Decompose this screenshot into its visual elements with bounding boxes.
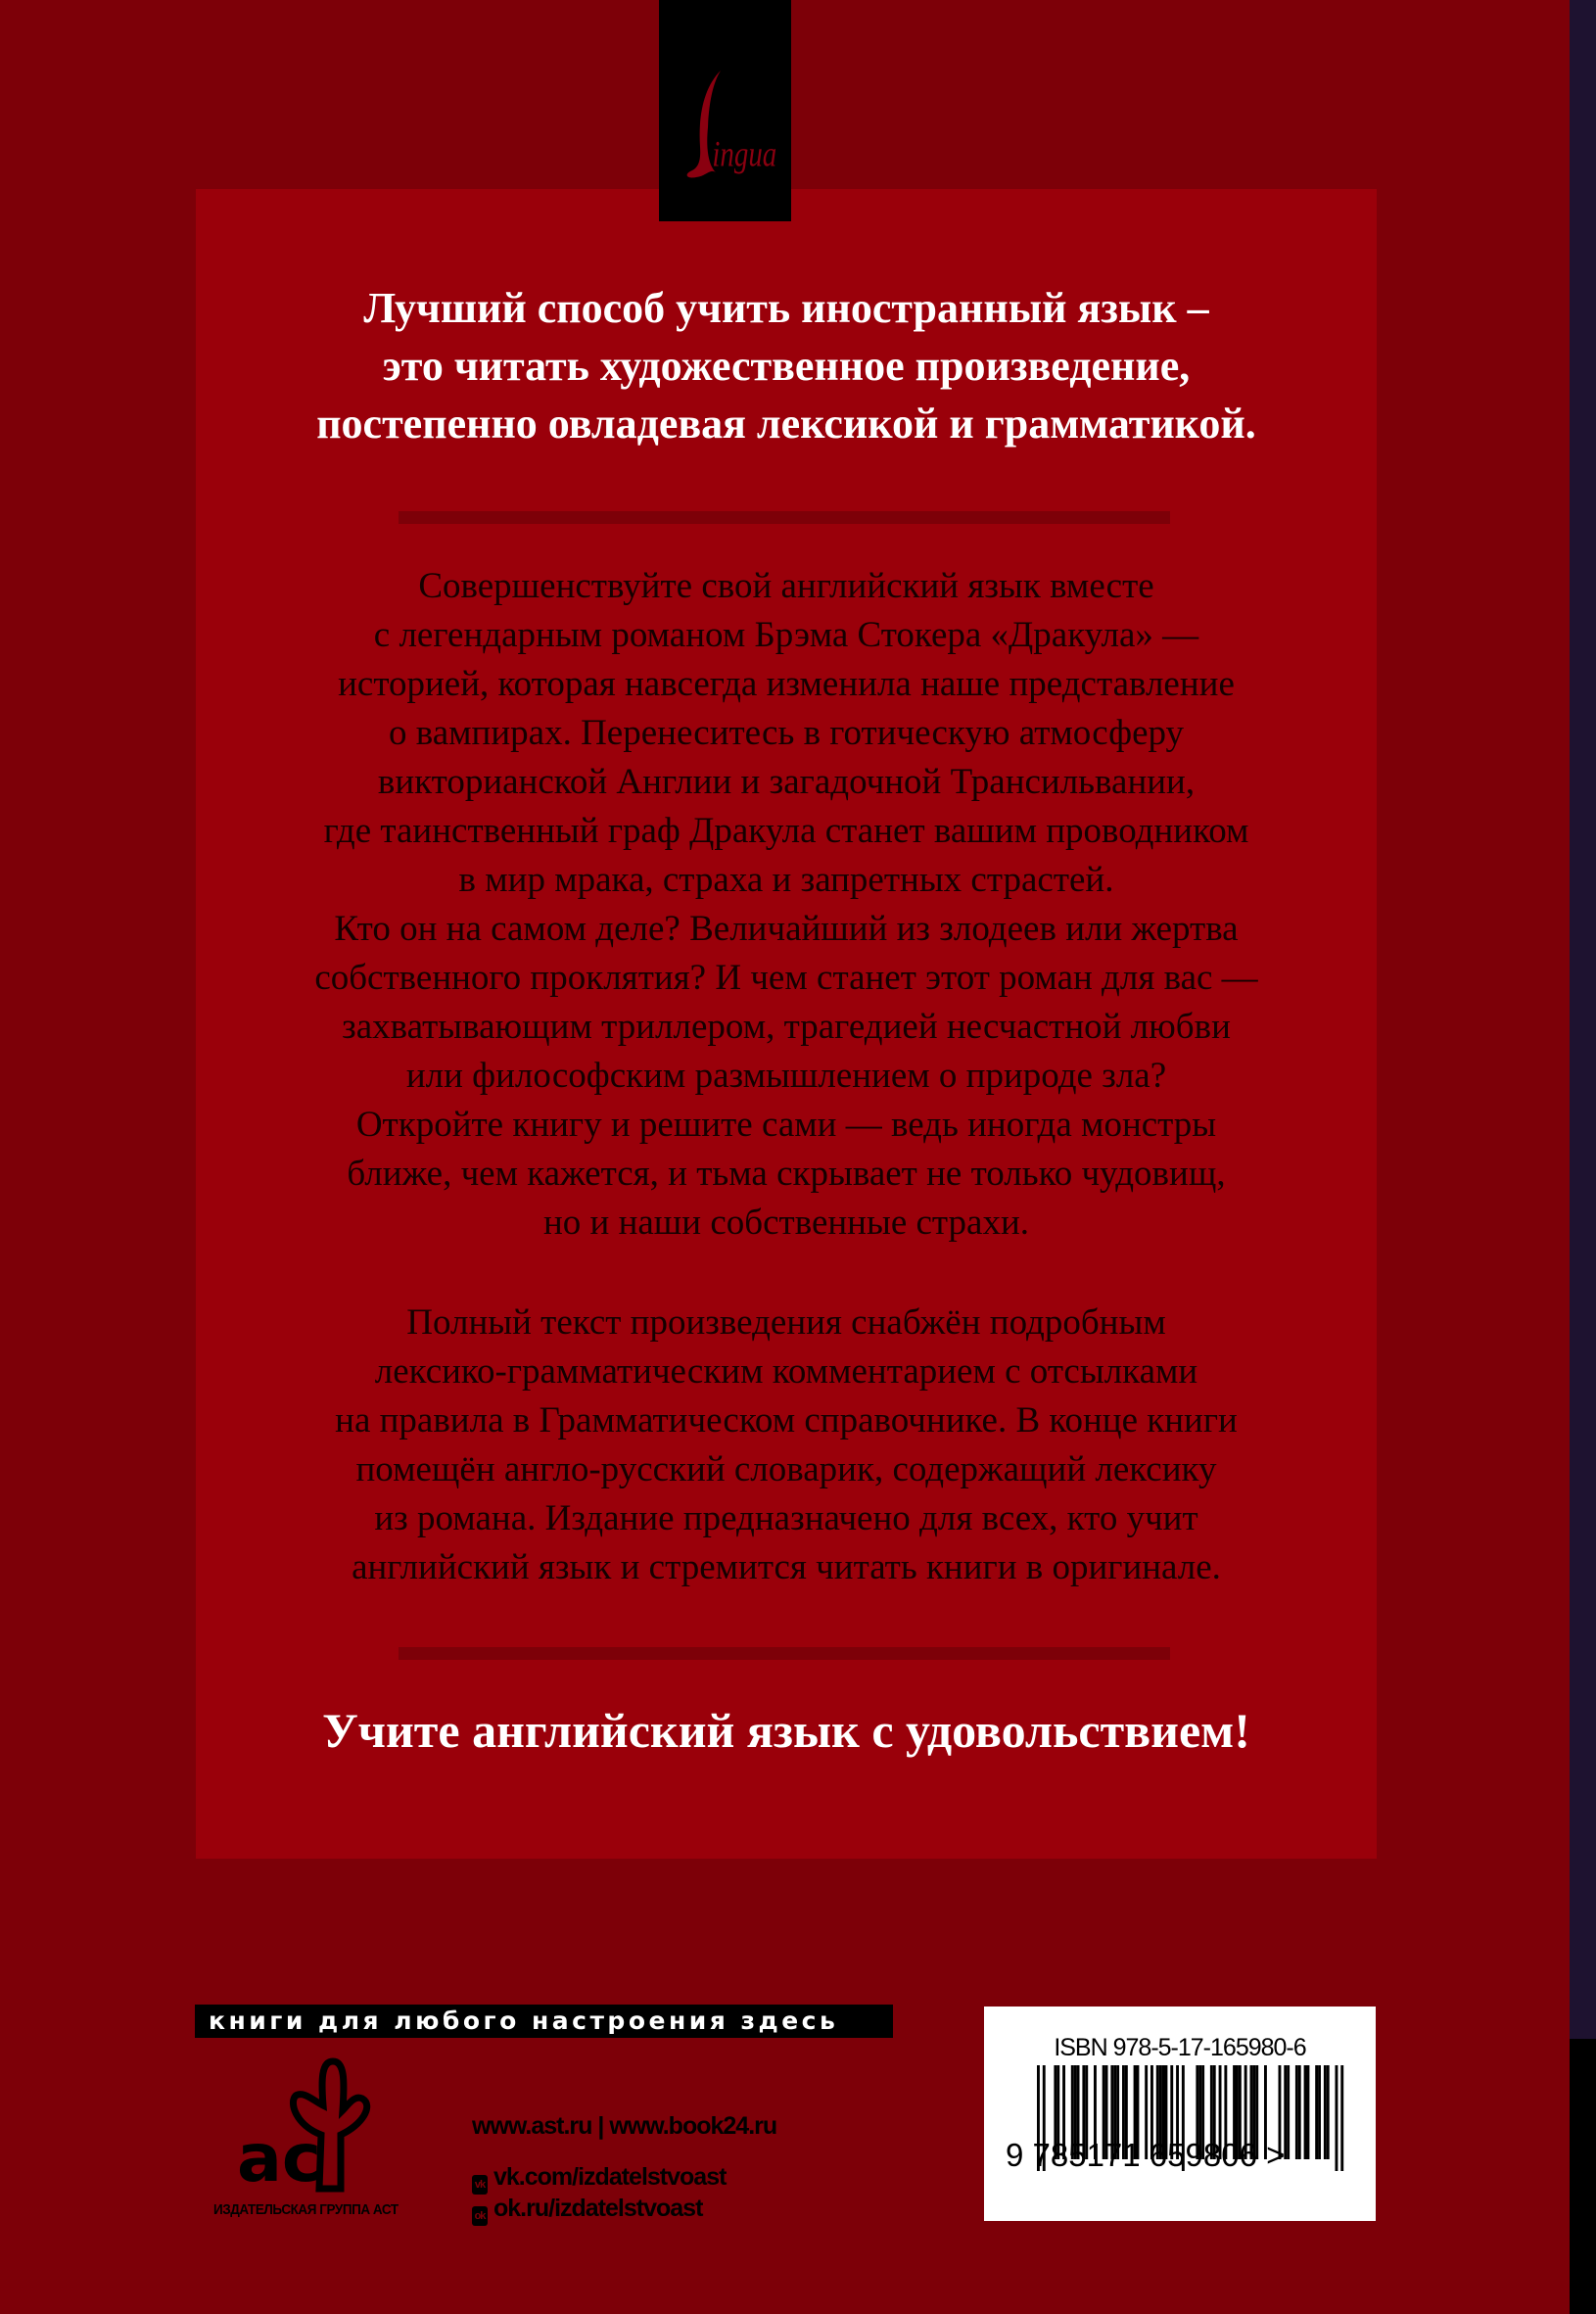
text-line: английский язык и стремится читать книги в оригинале. xyxy=(352,1547,1221,1587)
publisher-name: ИЗДАТЕЛЬСКАЯ ГРУППА АСТ xyxy=(213,2201,399,2218)
text-line: Полный текст произведения снабжён подробным xyxy=(406,1302,1166,1343)
headline-line: постепенно овладевая лексикой и грамматикой. xyxy=(316,400,1256,448)
ast-logo-text: ac xyxy=(237,2120,322,2197)
text-line: с легендарным романом Брэма Стокера «Дракула» — xyxy=(373,615,1199,655)
headline-line: это читать художественное произведение, xyxy=(382,342,1191,390)
barcode-bar xyxy=(1324,2065,1327,2159)
description-paragraph-1 xyxy=(196,562,1377,1248)
barcode-bar xyxy=(1298,2065,1301,2159)
headline-line: Лучший способ учить иностранный язык – xyxy=(363,284,1209,332)
ok-link[interactable] xyxy=(472,2195,702,2226)
svg-text:ingua: ingua xyxy=(712,133,777,175)
text-line: Откройте книгу и решите сами — ведь иногда монстры xyxy=(355,1105,1217,1145)
ok-icon: ok xyxy=(472,2206,488,2226)
text-line: из романа. Издание предназначено для всех, кто учит xyxy=(374,1498,1198,1538)
text-line: захватывающим триллером, трагедией несчастной любви xyxy=(342,1007,1231,1047)
barcode-bar xyxy=(1327,2065,1330,2159)
text-line: Кто он на самом деле? Величайший из злодеев или жертва xyxy=(334,909,1239,949)
divider-top xyxy=(399,511,1170,524)
slogan: Учите английский язык с удовольствием! xyxy=(322,1703,1250,1758)
text-line: или философским размышлением о природе зла? xyxy=(405,1056,1167,1096)
vk-link-text: vk.com/izdatelstvoast xyxy=(493,2163,727,2191)
barcode-bar xyxy=(1304,2065,1307,2159)
description-paragraph-2 xyxy=(196,1299,1377,1592)
barcode-bar xyxy=(1307,2065,1310,2159)
text-line: викторианской Англии и загадочной Трансильвании, xyxy=(377,762,1196,802)
text-line: где таинственный граф Дракула станет вашим проводником xyxy=(323,811,1249,851)
headline xyxy=(196,279,1377,452)
website-links[interactable]: www.ast.ru | www.book24.ru xyxy=(472,2112,777,2140)
isbn-barcode-block xyxy=(984,2007,1376,2221)
barcode-digits: 9 785171 659806 > xyxy=(1006,2137,1286,2173)
text-line: историей, которая навсегда изменила наше представление xyxy=(338,664,1235,704)
barcode-bar xyxy=(1315,2065,1318,2159)
isbn-number: ISBN 978-5-17-165980-6 xyxy=(1054,2034,1306,2061)
ok-link-text: ok.ru/izdatelstvoast xyxy=(493,2195,703,2222)
text-line: собственного проклятия? И чем станет этот роман для вас — xyxy=(314,958,1258,998)
vk-icon: vk xyxy=(472,2175,488,2195)
barcode-bar xyxy=(1336,2065,1338,2171)
text-line: но и наши собственные страхи. xyxy=(542,1203,1030,1243)
ast-logo xyxy=(235,2052,421,2203)
text-line: на правила в Грамматическом справочнике. В конце книги xyxy=(335,1400,1238,1440)
barcode-bar xyxy=(1295,2065,1298,2159)
vk-link[interactable] xyxy=(472,2163,726,2195)
text-line: ближе, чем кажется, и тьма скрывает не только чудовищ, xyxy=(347,1154,1226,1194)
text-line: лексико-грамматическим комментарием с отсылками xyxy=(374,1351,1198,1392)
promo-banner: книги для любого настроения здесь xyxy=(195,2005,893,2038)
barcode-bar xyxy=(1318,2065,1321,2159)
text-line: помещён англо-русский словарик, содержащий лексику xyxy=(355,1449,1217,1489)
text-line: Совершенствуйте свой английский язык вместе xyxy=(418,566,1154,606)
barcode-bar xyxy=(1287,2065,1290,2159)
lingua-logo xyxy=(659,0,791,221)
spine-edge-top xyxy=(1570,0,1596,2039)
divider-bottom xyxy=(399,1647,1170,1660)
text-line: о вампирах. Перенеситесь в готическую атмосферу xyxy=(388,713,1184,753)
text-line: в мир мрака, страха и запретных страстей. xyxy=(458,860,1114,900)
barcode-bar xyxy=(1340,2065,1343,2171)
